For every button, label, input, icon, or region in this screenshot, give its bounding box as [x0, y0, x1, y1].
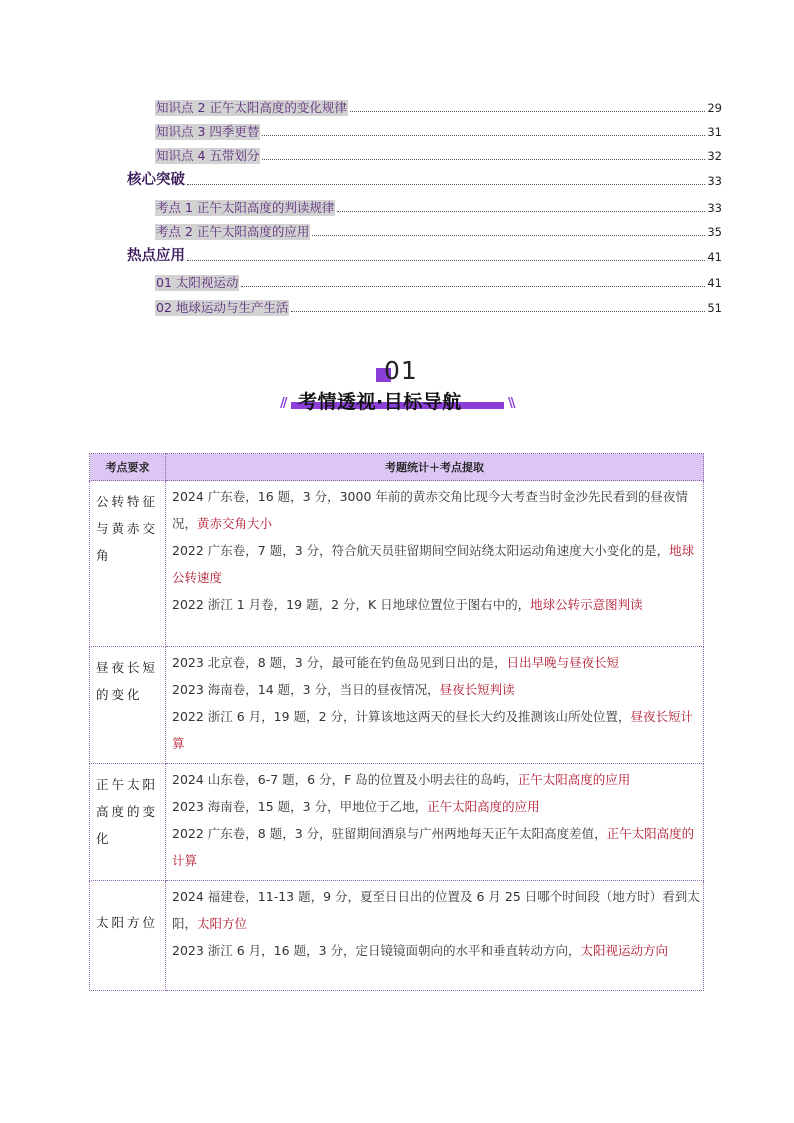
- toc-section[interactable]: [127, 171, 722, 189]
- toc-entry-label: 知识点 4 五带划分: [156, 148, 260, 163]
- toc-entry-page: 51: [707, 301, 722, 315]
- toc-leader: [312, 235, 705, 236]
- exam-item: [172, 483, 700, 537]
- requirement-cell: 公转特征与黄赤交角: [90, 481, 166, 647]
- toc-entry[interactable]: [155, 273, 722, 291]
- toc-entry[interactable]: [155, 298, 722, 316]
- table-row: [90, 647, 704, 764]
- toc-entry-label: 知识点 2 正午太阳高度的变化规律: [156, 100, 347, 115]
- toc-entry-page: 33: [707, 201, 722, 215]
- table-row: [90, 764, 704, 881]
- toc-entry-label: 02 地球运动与生产生活: [156, 300, 289, 315]
- toc-entry-page: 41: [707, 276, 722, 290]
- toc-leader: [187, 260, 705, 261]
- exam-item-text: 2024 山东卷，6-7 题，6 分，F 岛的位置及小明去往的岛屿，: [172, 772, 518, 787]
- toc-entry[interactable]: [155, 122, 722, 140]
- exam-item: [172, 649, 700, 676]
- exam-item-highlight: 正午太阳高度的计算: [172, 826, 695, 868]
- table-row: [90, 881, 704, 991]
- requirement-cell: 正午太阳高度的变化: [90, 764, 166, 881]
- requirement-cell: 昼夜长短的变化: [90, 647, 166, 764]
- toc-entry-page: 35: [707, 225, 722, 239]
- exam-item-text: 2022 广东卷，8 题，3 分，驻留期间酒泉与广州两地每天正午太阳高度差值，: [172, 826, 607, 841]
- requirement-cell: 太阳方位: [90, 881, 166, 991]
- toc-leader: [350, 111, 705, 112]
- exam-item: [172, 766, 700, 793]
- toc-entry-label: 01 太阳视运动: [156, 275, 239, 290]
- toc-section[interactable]: [127, 247, 722, 265]
- exam-item: [172, 591, 700, 618]
- exam-item-text: 2023 海南卷，14 题，3 分，当日的昼夜情况，: [172, 682, 440, 697]
- exam-item-highlight: 地球公转速度: [172, 543, 695, 585]
- toc-entry-page: 32: [707, 149, 722, 163]
- exam-item: [172, 793, 700, 820]
- toc-leader: [291, 311, 705, 312]
- exam-item-text: 2022 浙江 1 月卷，19 题，2 分，K 日地球位置位于图右中的，: [172, 597, 531, 612]
- exam-item-highlight: 正午太阳高度的应用: [427, 799, 540, 814]
- exam-item-highlight: 太阳视运动方向: [580, 943, 669, 958]
- toc-entry-label: 考点 1 正午太阳高度的判读规律: [156, 200, 335, 215]
- exam-item-highlight: 正午太阳高度的应用: [517, 772, 631, 787]
- exam-item: [172, 883, 700, 937]
- toc-entry-page: 31: [707, 125, 722, 139]
- statistics-cell: [166, 481, 704, 647]
- right-slash-decoration: \\: [508, 396, 514, 411]
- toc-leader: [337, 211, 705, 212]
- toc-leader: [262, 159, 705, 160]
- exam-item: [172, 537, 700, 591]
- exam-item-highlight: 日出早晚与昼夜长短: [506, 655, 620, 670]
- exam-item-text: 2022 广东卷，7 题，3 分，符合航天员驻留期间空间站绕太阳运动角速度大小变化的是，: [172, 543, 670, 558]
- toc-leader: [262, 135, 705, 136]
- statistics-cell: [166, 647, 704, 764]
- column-header-requirement: 考点要求: [90, 454, 166, 481]
- left-slash-decoration: //: [280, 396, 286, 411]
- exam-item-text: 2023 浙江 6 月，16 题，3 分，定日镜镜面朝向的水平和垂直转动方向，: [172, 943, 581, 958]
- toc-entry-page: 33: [707, 174, 722, 188]
- exam-item-text: 2022 浙江 6 月，19 题，2 分，计算该地这两天的昼长大约及推测该山所处位置，: [172, 709, 631, 724]
- exam-item: [172, 937, 700, 964]
- exam-item: [172, 676, 700, 703]
- column-header-statistics: 考题统计＋考点提取: [166, 454, 704, 481]
- table-header-row: [90, 454, 704, 481]
- exam-item: [172, 703, 700, 757]
- exam-item: [172, 820, 700, 874]
- exam-item-highlight: 黄赤交角大小: [197, 516, 273, 531]
- exam-item-text: 2023 北京卷，8 题，3 分，最可能在钓鱼岛见到日出的是，: [172, 655, 507, 670]
- exam-item-text: 2024 福建卷，11-13 题，9 分，夏至日日出的位置及 6 月 25 日哪个时间段（地方时）看到太阳，: [172, 889, 700, 931]
- toc-entry[interactable]: [155, 198, 722, 216]
- toc-entry[interactable]: [155, 98, 722, 116]
- section-heading: [0, 352, 794, 422]
- toc-section-label: 核心突破: [127, 172, 185, 188]
- exam-analysis-table: [89, 453, 704, 991]
- toc-section-label: 热点应用: [127, 248, 185, 264]
- table-row: [90, 481, 704, 647]
- toc-entry-page: 41: [707, 250, 722, 264]
- section-number: 01: [384, 356, 418, 385]
- exam-item-text: 2024 广东卷，16 题，3 分，3000 年前的黄赤交角比现今大考查当时金沙先民看到的昼夜情况，: [172, 489, 688, 531]
- toc-leader: [187, 184, 705, 185]
- toc-entry[interactable]: [155, 146, 722, 164]
- toc-entry-label: 知识点 3 四季更替: [156, 124, 260, 139]
- toc-entry-page: 29: [707, 101, 722, 115]
- exam-item-highlight: 昼夜长短判读: [439, 682, 515, 697]
- exam-item-highlight: 昼夜长短计算: [172, 709, 694, 751]
- statistics-cell: [166, 764, 704, 881]
- toc-leader: [241, 286, 705, 287]
- exam-item-highlight: 太阳方位: [197, 916, 248, 931]
- section-title: 考情透视·目标导航: [298, 391, 462, 413]
- exam-item-text: 2023 海南卷，15 题，3 分，甲地位于乙地，: [172, 799, 428, 814]
- exam-item-highlight: 地球公转示意图判读: [530, 597, 643, 612]
- toc-entry[interactable]: [155, 222, 722, 240]
- toc-entry-label: 考点 2 正午太阳高度的应用: [156, 224, 310, 239]
- statistics-cell: [166, 881, 704, 991]
